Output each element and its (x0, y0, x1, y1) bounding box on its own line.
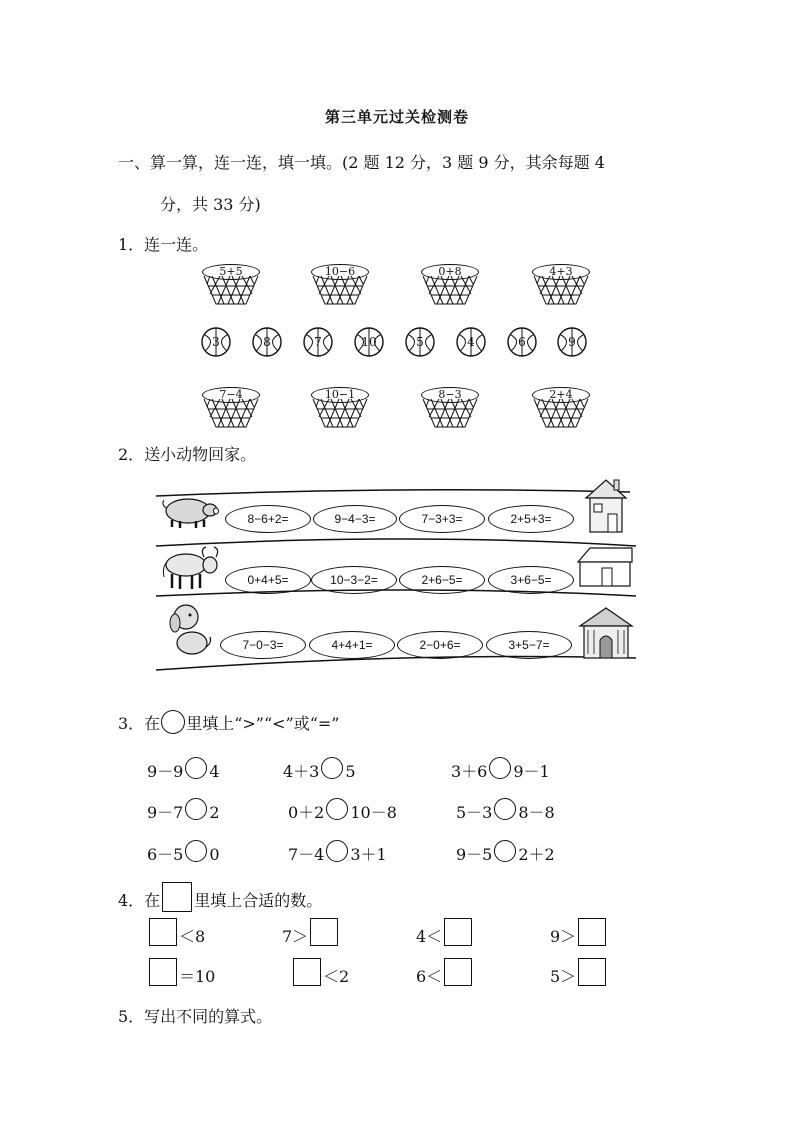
answer-circle[interactable] (185, 798, 207, 820)
hoop-expression: 2+4 (549, 388, 573, 401)
answer-box-sample (162, 882, 192, 912)
right-expression: 10－8 (350, 803, 397, 822)
right-expression: 3＋1 (350, 845, 387, 864)
answer-box[interactable] (444, 958, 472, 986)
before-text: 5＞ (550, 967, 577, 986)
after-text: ＝10 (179, 967, 216, 986)
compare-item (456, 840, 555, 865)
question-5-label: 5．写出不同的算式。 (118, 1007, 273, 1026)
left-expression: 0＋2 (288, 803, 325, 822)
question-2-label: 2．送小动物回家。 (118, 445, 257, 464)
before-text: 9＞ (550, 927, 577, 946)
q4-label-suffix: 里填上合适的数。 (194, 891, 323, 910)
compare-item (283, 757, 356, 782)
left-expression: 9－9 (147, 762, 184, 781)
hoop-expression: 10−1 (324, 388, 356, 401)
expression-oval: 3+5−7= (486, 631, 572, 659)
basketball (354, 327, 384, 357)
answer-box[interactable] (293, 958, 321, 986)
left-expression: 7－4 (288, 845, 325, 864)
expression-oval: 4+4+1= (309, 631, 395, 659)
fill-item (291, 958, 349, 987)
hoop-expression: 7−4 (219, 388, 243, 401)
expression-oval: 2+5+3= (488, 505, 574, 533)
answer-circle[interactable] (321, 757, 343, 779)
hoop-expression: 4+3 (549, 265, 573, 278)
answer-circle[interactable] (494, 798, 516, 820)
before-text: 4＜ (416, 927, 443, 946)
fill-item (416, 918, 474, 947)
basket-hoop (202, 387, 260, 429)
answer-circle[interactable] (326, 798, 348, 820)
answer-box[interactable] (578, 958, 606, 986)
basket-hoop (532, 387, 590, 429)
left-expression: 5－3 (456, 803, 493, 822)
right-expression: 2 (209, 803, 220, 822)
answer-circle-sample (161, 710, 185, 734)
answer-box[interactable] (444, 918, 472, 946)
basket-hoop (311, 264, 369, 306)
section-1-instruction-line1: 一、算一算，连一连，填一填。(2 题 12 分，3 题 9 分，其余每题 4 (118, 153, 605, 172)
answer-box[interactable] (578, 918, 606, 946)
ball-number: 10 (361, 335, 377, 349)
right-expression: 8－8 (518, 803, 555, 822)
left-expression: 6－5 (147, 845, 184, 864)
hoop-expression: 10−6 (324, 265, 356, 278)
expression-oval: 8−6+2= (225, 505, 311, 533)
compare-item (147, 798, 220, 823)
answer-circle[interactable] (185, 840, 207, 862)
right-expression: 4 (209, 762, 220, 781)
compare-item (451, 757, 550, 782)
page-title: 第三单元过关检测卷 (324, 108, 469, 126)
answer-circle[interactable] (326, 840, 348, 862)
compare-item (288, 798, 397, 823)
basket-hoop (421, 264, 479, 306)
left-expression: 4＋3 (283, 762, 320, 781)
barn-icon (576, 546, 634, 588)
fill-item (147, 918, 205, 947)
before-text: 6＜ (416, 967, 443, 986)
basketball (405, 327, 435, 357)
basketball (557, 327, 587, 357)
hoop-expression: 5+5 (219, 265, 243, 278)
ox-icon (160, 545, 222, 591)
basket-hoop (532, 264, 590, 306)
right-expression: 5 (345, 762, 356, 781)
q3-label-prefix: 3．在 (118, 714, 161, 733)
right-expression: 9－1 (513, 762, 550, 781)
expression-oval: 3+6−5= (488, 566, 574, 594)
ball-number: 8 (263, 335, 271, 349)
compare-item (147, 840, 220, 865)
compare-item (456, 798, 555, 823)
hoop-expression: 8−3 (438, 388, 462, 401)
question-4-label (118, 882, 322, 912)
ball-number: 3 (212, 335, 220, 349)
left-expression: 3＋6 (451, 762, 488, 781)
basket-hoop (311, 387, 369, 429)
expression-oval: 7−3+3= (399, 505, 485, 533)
right-expression: 0 (209, 845, 220, 864)
basketball (252, 327, 282, 357)
basketball (456, 327, 486, 357)
fill-item (416, 958, 474, 987)
q4-label-prefix: 4．在 (118, 891, 161, 910)
left-expression: 9－7 (147, 803, 184, 822)
question-1-label: 1．连一连。 (118, 235, 209, 254)
ball-number: 9 (568, 335, 576, 349)
pig-icon (158, 494, 220, 530)
answer-box[interactable] (310, 918, 338, 946)
basketball (201, 327, 231, 357)
fill-item (147, 958, 215, 987)
section-1-instruction-line2: 分，共 33 分) (160, 195, 261, 214)
dog-house-icon (578, 606, 634, 660)
left-expression: 9－5 (456, 845, 493, 864)
answer-box[interactable] (149, 918, 177, 946)
dog-icon (162, 603, 214, 657)
compare-item (147, 757, 220, 782)
ball-number: 4 (467, 335, 475, 349)
answer-circle[interactable] (489, 757, 511, 779)
after-text: ＜2 (323, 967, 350, 986)
answer-circle[interactable] (494, 840, 516, 862)
after-text: ＜8 (179, 927, 206, 946)
ball-number: 5 (416, 335, 424, 349)
ball-number: 6 (518, 335, 526, 349)
expression-oval: 2+6−5= (399, 566, 485, 594)
expression-oval: 9−4−3= (313, 505, 397, 533)
hoop-expression: 0+8 (438, 265, 462, 278)
ball-number: 7 (314, 335, 322, 349)
expression-oval: 0+4+5= (225, 566, 311, 594)
expression-oval: 10−3−2= (311, 566, 397, 594)
question-3-label (118, 710, 340, 734)
before-text: 7＞ (282, 927, 309, 946)
basketball (303, 327, 333, 357)
fill-item (282, 918, 340, 947)
basket-hoop (421, 387, 479, 429)
expression-oval: 7−0−3= (220, 631, 306, 659)
answer-box[interactable] (149, 958, 177, 986)
expression-oval: 2−0+6= (397, 631, 483, 659)
answer-circle[interactable] (185, 757, 207, 779)
q3-label-suffix: 里填上“>”“<”或“=” (186, 714, 340, 733)
basketball (507, 327, 537, 357)
fill-item (550, 918, 608, 947)
basket-hoop (202, 264, 260, 306)
fill-item (550, 958, 608, 987)
house-icon (580, 476, 632, 534)
right-expression: 2＋2 (518, 845, 555, 864)
compare-item (288, 840, 387, 865)
